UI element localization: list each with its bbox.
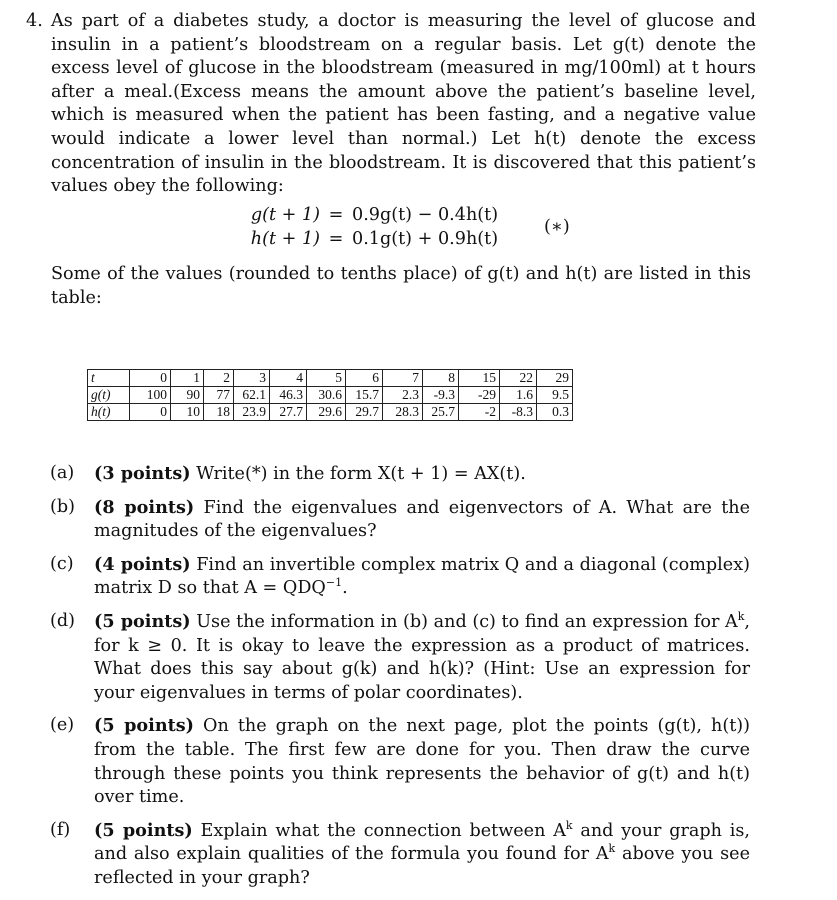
table-cell: 15.7 <box>346 387 383 404</box>
part-points: (5 points) <box>94 610 191 632</box>
table-intro: Some of the values (rounded to tenths place) of g(t) and h(t) are listed in this table: <box>51 264 751 308</box>
table-cell: 28.3 <box>383 404 423 421</box>
part-text: Explain what the connection between A <box>200 820 566 841</box>
problem-number: 4. <box>26 11 43 31</box>
table-cell: 23.9 <box>234 404 270 421</box>
table-cell: 29.7 <box>346 404 383 421</box>
part-points: (8 points) <box>94 496 195 518</box>
part-points: (5 points) <box>94 819 193 841</box>
table-cell: 5 <box>307 370 346 387</box>
table-cell: 22 <box>500 370 537 387</box>
table-cell: 6 <box>346 370 383 387</box>
part-text-middle: and your graph is, and also explain qualities of the formula you found for A <box>94 820 751 865</box>
part-c <box>50 553 750 601</box>
part-b <box>50 496 750 544</box>
table-cell: 29.6 <box>307 404 346 421</box>
table-cell: 4 <box>270 370 307 387</box>
part-label: (b) <box>50 496 75 517</box>
row-header: g(t) <box>88 387 130 404</box>
table-row-t <box>88 370 573 387</box>
part-text-end: . <box>342 578 348 599</box>
part-text: Find the eigenvalues and eigenvectors of A. What are the magnitudes of the eigenvalues? <box>94 497 751 542</box>
equation-system <box>242 203 570 251</box>
part-text: On the graph on the next page, plot the points (g(t), h(t)) from the table. The first few are done for you. Then draw the curve through these points you think represents the behavior of g(t) and h(t) over time. <box>94 716 751 808</box>
table-cell: 29 <box>537 370 573 387</box>
table-cell: 100 <box>130 387 171 404</box>
part-text-end: , for k ≥ 0. It is okay to leave the expression as a product of matrices. What does this say about g(k) and h(k)? (Hint: Use an expression for your eigenvalues in terms of polar coordinates). <box>94 611 750 703</box>
part-a <box>50 462 750 487</box>
superscript: k <box>737 610 745 624</box>
equation-label: (∗) <box>544 217 570 237</box>
values-table <box>87 369 573 421</box>
table-cell: -9.3 <box>423 387 459 404</box>
table-cell: 7 <box>383 370 423 387</box>
part-text: Use the information in (b) and (c) to find an expression for A <box>196 611 738 632</box>
table-cell: 25.7 <box>423 404 459 421</box>
sub-questions <box>50 462 750 900</box>
equals-sign: = <box>328 205 344 225</box>
equation-rhs: 0.1g(t) + 0.9h(t) <box>352 229 499 249</box>
table-cell: 18 <box>204 404 234 421</box>
table-cell: 77 <box>204 387 234 404</box>
part-label: (c) <box>50 553 74 574</box>
part-text: Write(*) in the form X(t + 1) = AX(t). <box>196 464 526 484</box>
table-cell: 9.5 <box>537 387 573 404</box>
part-e <box>50 714 750 809</box>
part-label: (a) <box>50 463 75 483</box>
table-cell: 30.6 <box>307 387 346 404</box>
part-label: (f) <box>50 819 71 840</box>
table-cell: 62.1 <box>234 387 270 404</box>
equation-lhs: g(t + 1) <box>250 205 320 225</box>
part-points: (3 points) <box>94 463 191 484</box>
table-cell: 0 <box>130 370 171 387</box>
problem-intro: As part of a diabetes study, a doctor is measuring the level of glucose and insulin in a patient’s bloodstream on a regular basis. Let g(t) denote the excess level of glucose in the bloodstream (measured in mg/100ml) at t hours after a meal.(Excess means the amount above the patient’s baseline level, which is measured when the patient has been fasting, and a negative value would indicate a lower level than normal.) Let h(t) denote the excess concentration of insulin in the bloodstream. It is discovered that this patient’s values obey the following: <box>51 11 756 197</box>
table-cell: 3 <box>234 370 270 387</box>
problem-statement <box>26 10 756 199</box>
table-cell: -29 <box>459 387 500 404</box>
table-cell: -8.3 <box>500 404 537 421</box>
table-cell: 1 <box>171 370 204 387</box>
table-cell: 10 <box>171 404 204 421</box>
table-cell: -2 <box>459 404 500 421</box>
table-cell: 0 <box>130 404 171 421</box>
table-cell: 8 <box>423 370 459 387</box>
part-label: (d) <box>50 610 75 631</box>
table-cell: 1.6 <box>500 387 537 404</box>
part-points: (4 points) <box>94 553 191 575</box>
part-label: (e) <box>50 715 75 736</box>
table-cell: 0.3 <box>537 404 573 421</box>
row-header: h(t) <box>88 404 130 421</box>
superscript: −1 <box>325 576 343 590</box>
part-text: Find an invertible complex matrix Q and a diagonal (complex) matrix D so that A = QDQ <box>94 554 751 599</box>
table-cell: 2.3 <box>383 387 423 404</box>
row-header: t <box>88 370 130 387</box>
table-cell: 46.3 <box>270 387 307 404</box>
part-f <box>50 819 750 891</box>
table-cell: 27.7 <box>270 404 307 421</box>
equation-rhs: 0.9g(t) − 0.4h(t) <box>352 205 499 225</box>
superscript: k <box>565 818 573 832</box>
equation-lhs: h(t + 1) <box>250 229 320 249</box>
table-cell: 15 <box>459 370 500 387</box>
equals-sign: = <box>328 229 344 249</box>
superscript: k <box>608 842 616 856</box>
table-row-h <box>88 404 573 421</box>
part-points: (5 points) <box>94 715 194 737</box>
equation-row-h <box>242 227 498 251</box>
part-text-end: above you see reflected in your graph? <box>94 844 750 888</box>
equation-row-g <box>242 203 498 227</box>
table-cell: 90 <box>171 387 204 404</box>
table-cell: 2 <box>204 370 234 387</box>
part-d <box>50 610 750 705</box>
table-row-g <box>88 387 573 404</box>
